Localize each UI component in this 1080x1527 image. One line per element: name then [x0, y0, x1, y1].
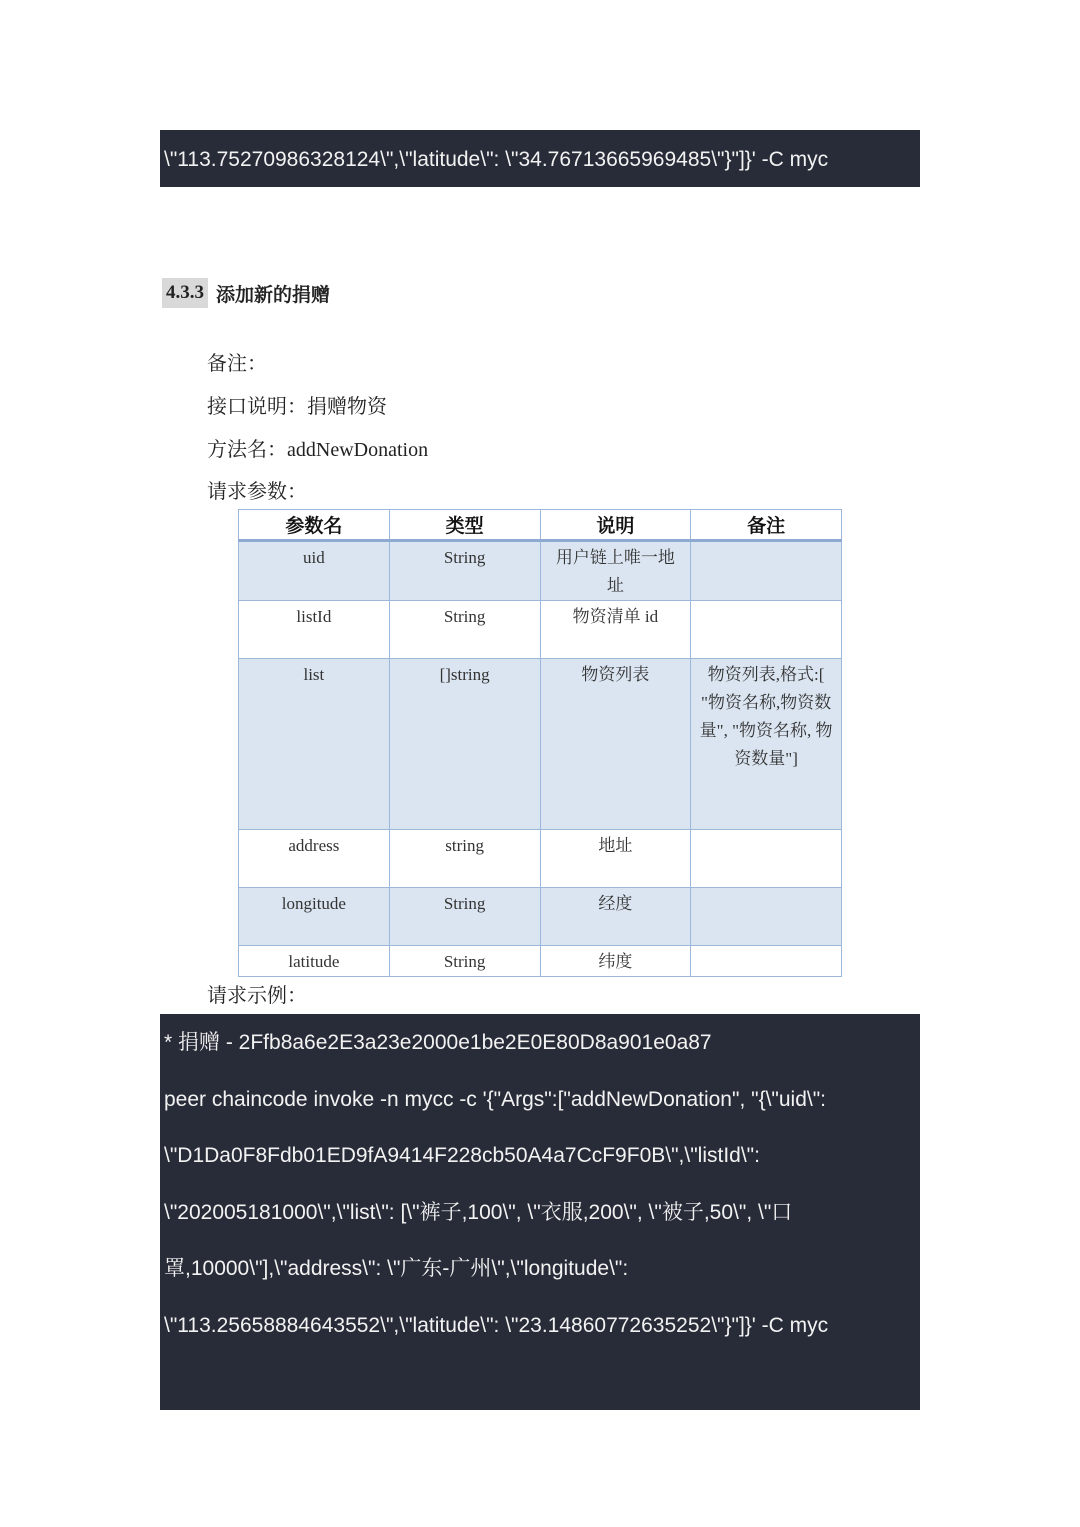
- code-block-example: [160, 1014, 920, 1410]
- request-params-label: 请求参数：: [207, 481, 307, 503]
- cell-note: [691, 830, 842, 888]
- cell-type: String: [389, 541, 540, 601]
- cell-note: [691, 601, 842, 659]
- cell-type: String: [389, 888, 540, 946]
- table-row: [239, 830, 842, 888]
- cell-name: list: [239, 659, 390, 830]
- code-line: 罩,10000\"],\"address\": \"广东-广州\",\"longitude\":: [164, 1257, 629, 1280]
- cell-desc: 纬度: [540, 946, 691, 977]
- cell-type: string: [389, 830, 540, 888]
- cell-desc: 经度: [540, 888, 691, 946]
- cell-note: [691, 888, 842, 946]
- cell-type: []string: [389, 659, 540, 830]
- cell-desc: 用户链上唯一地址: [540, 541, 691, 601]
- cell-name: latitude: [239, 946, 390, 977]
- code-line: \"113.75270986328124\",\"latitude\": \"34.76713665969485\"}"]}' -C myc: [164, 148, 829, 171]
- cell-name: longitude: [239, 888, 390, 946]
- header-description: 说明: [540, 510, 691, 541]
- cell-desc: 物资列表: [540, 659, 691, 830]
- table-row: [239, 659, 842, 830]
- request-example-label: 请求示例：: [207, 985, 307, 1007]
- cell-note: [691, 946, 842, 977]
- code-line: \"113.25658884643552\",\"latitude\": \"23.14860772635252\"}"]}' -C myc: [164, 1314, 829, 1337]
- method-name: 方法名：addNewDonation: [207, 439, 429, 461]
- cell-name: listId: [239, 601, 390, 659]
- section-heading: [162, 278, 330, 308]
- header-type: 类型: [389, 510, 540, 541]
- table-header-row: [239, 510, 842, 541]
- header-note: 备注: [691, 510, 842, 541]
- header-param-name: 参数名: [239, 510, 390, 541]
- cell-desc: 地址: [540, 830, 691, 888]
- cell-name: address: [239, 830, 390, 888]
- notes-label: 备注：: [207, 353, 267, 375]
- params-table: [238, 509, 842, 977]
- cell-note: [691, 541, 842, 601]
- table-row: [239, 541, 842, 601]
- section-number: 4.3.3: [162, 278, 208, 308]
- table-row: [239, 888, 842, 946]
- code-line: peer chaincode invoke -n mycc -c '{"Args":["addNewDonation", "{\"uid\":: [164, 1088, 827, 1111]
- cell-type: String: [389, 601, 540, 659]
- code-line: \"202005181000\",\"list\": [\"裤子,100\", \"衣服,200\", \"被子,50\", \"口: [164, 1201, 793, 1224]
- table-row: [239, 946, 842, 977]
- code-line: * 捐赠 - 2Ffb8a6e2E3a23e2000e1be2E0E80D8a901e0a87: [164, 1031, 712, 1054]
- cell-type: String: [389, 946, 540, 977]
- table-row: [239, 601, 842, 659]
- section-title: 添加新的捐赠: [216, 284, 331, 306]
- cell-desc: 物资清单 id: [540, 601, 691, 659]
- code-block-top: [160, 130, 920, 187]
- cell-name: uid: [239, 541, 390, 601]
- code-line: \"D1Da0F8Fdb01ED9fA9414F228cb50A4a7CcF9F0B\",\"listId\":: [164, 1144, 760, 1167]
- cell-note: 物资列表,格式:[ "物资名称,物资数量", "物资名称, 物资数量"]: [691, 659, 842, 830]
- interface-description: 接口说明：捐赠物资: [207, 396, 387, 418]
